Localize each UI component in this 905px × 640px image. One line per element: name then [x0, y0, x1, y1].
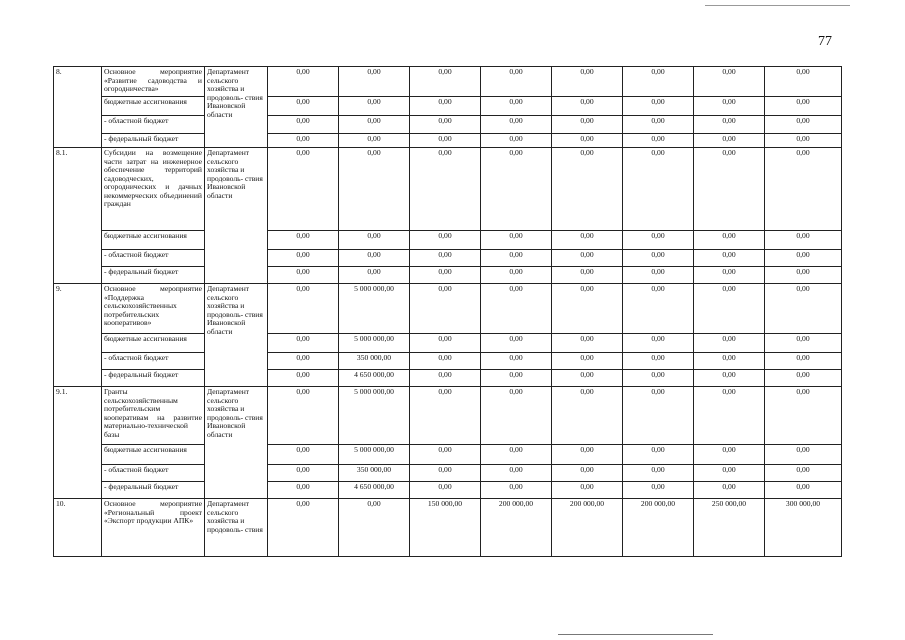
value-cell: 0,00	[623, 134, 694, 148]
value-cell: 0,00	[552, 134, 623, 148]
value-cell: 0,00	[552, 67, 623, 97]
value-cell: 350 000,00	[339, 465, 410, 482]
value-cell: 0,00	[481, 67, 552, 97]
table-row	[54, 334, 842, 353]
responsible-department: Департамент сельского хозяйства и продоволь- ствия Ивановской области	[205, 387, 268, 499]
value-cell: 0,00	[765, 231, 842, 250]
value-cell: 0,00	[268, 267, 339, 284]
item-description: - областной бюджет	[102, 353, 205, 370]
value-cell: 0,00	[765, 465, 842, 482]
value-cell: 0,00	[694, 387, 765, 445]
value-cell: 0,00	[339, 267, 410, 284]
value-cell: 0,00	[552, 334, 623, 353]
value-cell: 0,00	[694, 148, 765, 231]
value-cell: 0,00	[481, 387, 552, 445]
value-cell: 0,00	[623, 67, 694, 97]
value-cell: 0,00	[268, 353, 339, 370]
value-cell: 200 000,00	[481, 499, 552, 557]
value-cell: 0,00	[410, 353, 481, 370]
value-cell: 0,00	[268, 465, 339, 482]
table-row	[54, 97, 842, 116]
value-cell: 0,00	[410, 67, 481, 97]
value-cell: 0,00	[339, 499, 410, 557]
value-cell: 0,00	[481, 148, 552, 231]
value-cell: 0,00	[694, 134, 765, 148]
table-row	[54, 387, 842, 445]
responsible-department: Департамент сельского хозяйства и продоволь- ствия	[205, 499, 268, 557]
value-cell: 0,00	[694, 465, 765, 482]
value-cell: 0,00	[339, 250, 410, 267]
value-cell: 0,00	[694, 67, 765, 97]
table-row	[54, 465, 842, 482]
responsible-department: Департамент сельского хозяйства и продоволь- ствия Ивановской области	[205, 284, 268, 387]
value-cell: 0,00	[765, 267, 842, 284]
value-cell: 0,00	[765, 116, 842, 134]
item-description: - федеральный бюджет	[102, 482, 205, 499]
value-cell: 300 000,00	[765, 499, 842, 557]
value-cell: 0,00	[268, 482, 339, 499]
item-description: бюджетные ассигнования	[102, 231, 205, 250]
value-cell: 0,00	[339, 97, 410, 116]
value-cell: 0,00	[410, 97, 481, 116]
item-description: Основное мероприятие «Развитие садоводства и огородничества»	[102, 67, 205, 97]
value-cell: 0,00	[623, 284, 694, 334]
value-cell: 0,00	[623, 387, 694, 445]
value-cell: 250 000,00	[694, 499, 765, 557]
value-cell: 0,00	[765, 134, 842, 148]
table-row	[54, 482, 842, 499]
item-description: бюджетные ассигнования	[102, 445, 205, 465]
value-cell: 0,00	[765, 334, 842, 353]
item-description: - областной бюджет	[102, 465, 205, 482]
value-cell: 0,00	[268, 67, 339, 97]
item-description: Основное мероприятие «Поддержка сельскохозяйственных потребительских кооперативов»	[102, 284, 205, 334]
value-cell: 0,00	[268, 134, 339, 148]
value-cell: 0,00	[623, 445, 694, 465]
value-cell: 0,00	[481, 370, 552, 387]
value-cell: 350 000,00	[339, 353, 410, 370]
item-description: - областной бюджет	[102, 250, 205, 267]
value-cell: 0,00	[694, 250, 765, 267]
value-cell: 0,00	[268, 445, 339, 465]
value-cell: 0,00	[623, 97, 694, 116]
item-description: Субсидии на возмещение части затрат на инженерное обеспечение территорий садоводческих, огороднических и дачных некоммерческих объединений граждан	[102, 148, 205, 231]
value-cell: 0,00	[268, 387, 339, 445]
item-description: - областной бюджет	[102, 116, 205, 134]
value-cell: 0,00	[694, 370, 765, 387]
value-cell: 5 000 000,00	[339, 334, 410, 353]
value-cell: 0,00	[339, 134, 410, 148]
value-cell: 0,00	[765, 445, 842, 465]
responsible-department: Департамент сельского хозяйства и продоволь- ствия Ивановской области	[205, 67, 268, 148]
value-cell: 0,00	[481, 231, 552, 250]
value-cell: 0,00	[694, 267, 765, 284]
value-cell: 0,00	[765, 148, 842, 231]
value-cell: 0,00	[481, 334, 552, 353]
value-cell: 0,00	[552, 231, 623, 250]
row-index: 10.	[54, 499, 102, 557]
value-cell: 0,00	[694, 231, 765, 250]
value-cell: 5 000 000,00	[339, 284, 410, 334]
value-cell: 0,00	[694, 284, 765, 334]
bottom-rule	[558, 634, 713, 635]
table-row	[54, 284, 842, 334]
table-row	[54, 267, 842, 284]
item-description: бюджетные ассигнования	[102, 97, 205, 116]
table-row	[54, 67, 842, 97]
value-cell: 0,00	[694, 334, 765, 353]
value-cell: 0,00	[552, 97, 623, 116]
value-cell: 0,00	[694, 445, 765, 465]
value-cell: 0,00	[410, 387, 481, 445]
value-cell: 0,00	[410, 465, 481, 482]
value-cell: 0,00	[623, 353, 694, 370]
page-number: 77	[818, 34, 832, 49]
value-cell: 0,00	[765, 97, 842, 116]
value-cell: 0,00	[339, 116, 410, 134]
table-row	[54, 134, 842, 148]
value-cell: 0,00	[268, 284, 339, 334]
value-cell: 0,00	[765, 67, 842, 97]
value-cell: 0,00	[481, 134, 552, 148]
value-cell: 0,00	[623, 482, 694, 499]
value-cell: 0,00	[339, 148, 410, 231]
value-cell: 150 000,00	[410, 499, 481, 557]
value-cell: 0,00	[481, 116, 552, 134]
value-cell: 0,00	[410, 134, 481, 148]
value-cell: 0,00	[694, 97, 765, 116]
value-cell: 0,00	[765, 370, 842, 387]
table-row	[54, 445, 842, 465]
value-cell: 0,00	[552, 148, 623, 231]
value-cell: 0,00	[410, 370, 481, 387]
budget-table	[53, 66, 842, 557]
value-cell: 0,00	[481, 482, 552, 499]
item-description: бюджетные ассигнования	[102, 334, 205, 353]
value-cell: 0,00	[552, 387, 623, 445]
value-cell: 0,00	[552, 370, 623, 387]
value-cell: 0,00	[552, 353, 623, 370]
table-row	[54, 231, 842, 250]
value-cell: 0,00	[552, 465, 623, 482]
item-description: Гранты сельскохозяйственным потребительским кооперативам на развитие материально-технической базы	[102, 387, 205, 445]
value-cell: 0,00	[268, 499, 339, 557]
item-description: Основное мероприятие «Региональный проект «Экспорт продукции АПК»	[102, 499, 205, 557]
value-cell: 0,00	[552, 284, 623, 334]
table-row	[54, 499, 842, 557]
value-cell: 0,00	[765, 284, 842, 334]
value-cell: 0,00	[552, 116, 623, 134]
value-cell: 200 000,00	[552, 499, 623, 557]
value-cell: 0,00	[552, 482, 623, 499]
value-cell: 0,00	[481, 267, 552, 284]
value-cell: 5 000 000,00	[339, 387, 410, 445]
value-cell: 0,00	[623, 370, 694, 387]
value-cell: 0,00	[552, 445, 623, 465]
value-cell: 0,00	[481, 353, 552, 370]
value-cell: 0,00	[410, 334, 481, 353]
value-cell: 0,00	[765, 387, 842, 445]
value-cell: 0,00	[481, 97, 552, 116]
value-cell: 0,00	[481, 250, 552, 267]
value-cell: 200 000,00	[623, 499, 694, 557]
value-cell: 0,00	[268, 334, 339, 353]
value-cell: 0,00	[410, 482, 481, 499]
value-cell: 0,00	[481, 445, 552, 465]
value-cell: 0,00	[694, 482, 765, 499]
row-index: 8.	[54, 67, 102, 148]
item-description: - федеральный бюджет	[102, 134, 205, 148]
value-cell: 0,00	[623, 267, 694, 284]
value-cell: 0,00	[623, 250, 694, 267]
value-cell: 0,00	[552, 250, 623, 267]
value-cell: 0,00	[268, 231, 339, 250]
value-cell: 0,00	[268, 370, 339, 387]
value-cell: 0,00	[410, 267, 481, 284]
value-cell: 0,00	[623, 231, 694, 250]
value-cell: 0,00	[694, 353, 765, 370]
value-cell: 0,00	[765, 482, 842, 499]
table-row	[54, 353, 842, 370]
value-cell: 0,00	[410, 148, 481, 231]
value-cell: 5 000 000,00	[339, 445, 410, 465]
value-cell: 0,00	[410, 231, 481, 250]
value-cell: 0,00	[268, 116, 339, 134]
value-cell: 0,00	[268, 148, 339, 231]
value-cell: 0,00	[623, 116, 694, 134]
row-index: 9.1.	[54, 387, 102, 499]
table-row	[54, 370, 842, 387]
value-cell: 0,00	[623, 148, 694, 231]
value-cell: 0,00	[339, 231, 410, 250]
value-cell: 0,00	[268, 97, 339, 116]
responsible-department: Департамент сельского хозяйства и продоволь- ствия Ивановской области	[205, 148, 268, 284]
table-row	[54, 116, 842, 134]
value-cell: 0,00	[765, 353, 842, 370]
value-cell: 0,00	[481, 284, 552, 334]
value-cell: 0,00	[339, 67, 410, 97]
value-cell: 0,00	[268, 250, 339, 267]
value-cell: 0,00	[623, 465, 694, 482]
value-cell: 0,00	[410, 284, 481, 334]
table-row	[54, 148, 842, 231]
value-cell: 0,00	[481, 465, 552, 482]
value-cell: 0,00	[765, 250, 842, 267]
row-index: 9.	[54, 284, 102, 387]
value-cell: 0,00	[410, 445, 481, 465]
value-cell: 0,00	[410, 250, 481, 267]
value-cell: 0,00	[410, 116, 481, 134]
row-index: 8.1.	[54, 148, 102, 284]
value-cell: 4 650 000,00	[339, 482, 410, 499]
value-cell: 0,00	[623, 334, 694, 353]
item-description: - федеральный бюджет	[102, 370, 205, 387]
value-cell: 0,00	[694, 116, 765, 134]
value-cell: 0,00	[552, 267, 623, 284]
table-row	[54, 250, 842, 267]
value-cell: 4 650 000,00	[339, 370, 410, 387]
top-rule	[705, 5, 850, 6]
item-description: - федеральный бюджет	[102, 267, 205, 284]
